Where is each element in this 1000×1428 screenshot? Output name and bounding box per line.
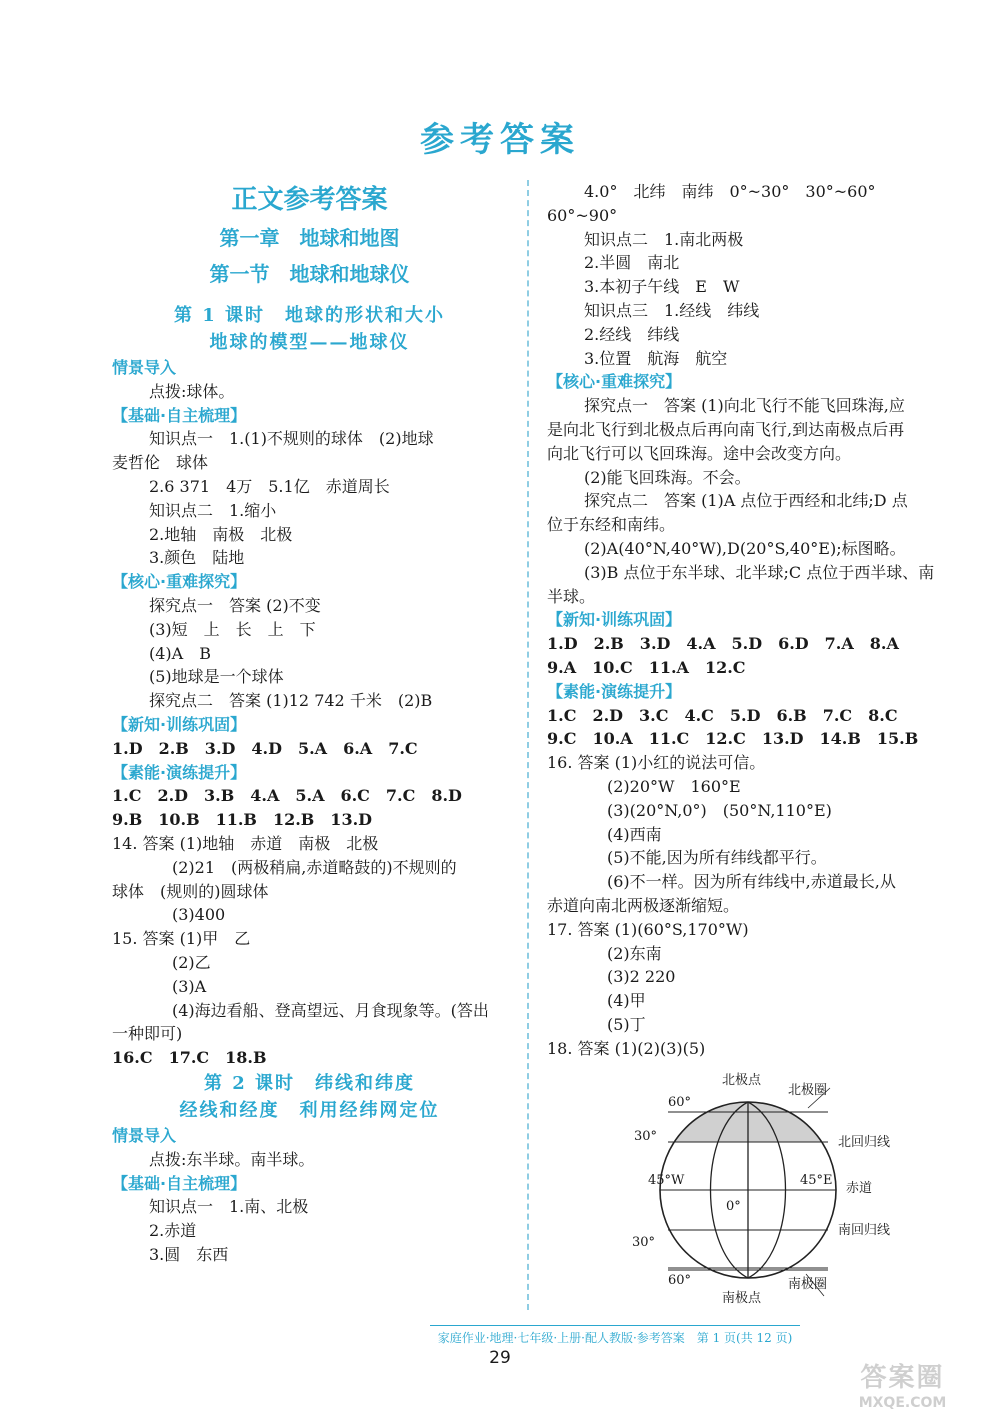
page-footer: 家庭作业·地理·七年级·上册·配人教版·参考答案 第 1 页(共 12 页)	[430, 1325, 800, 1346]
answer-line: 9.B 10.B 11.B 12.B 13.D	[112, 810, 373, 830]
answer-line: 1.C 2.D 3.C 4.C 5.D 6.B 7.C 8.C	[547, 705, 898, 725]
answer-line: 知识点二 1.缩小	[149, 500, 277, 520]
answer-line: 探究点一 答案 (2)不变	[149, 595, 321, 615]
watermark-url: MXQE.COM	[858, 1395, 947, 1411]
section-label: 【新知·训练巩固】	[547, 610, 682, 630]
answer-line: 4.0° 北纬 南纬 0°~30° 30°~60°	[584, 182, 876, 201]
latitude-60s-label: 60°	[668, 1273, 692, 1288]
answer-line: 9.A 10.C 11.A 12.C	[547, 657, 746, 677]
section-label: 【素能·演练提升】	[547, 681, 682, 701]
answer-line: 球体 (规则的)圆球体	[112, 881, 269, 901]
latitude-30s-label: 30°	[632, 1235, 656, 1250]
watermark-logo	[815, 1362, 990, 1422]
answer-line: 点拨:东半球。南半球。	[149, 1149, 315, 1169]
answer-line: 麦哲伦 球体	[112, 453, 209, 473]
answer-line: (4)A B	[149, 643, 211, 663]
section-heading: 第 1 课时 地球的形状和大小	[173, 305, 446, 326]
answer-line: 2.6 371 4万 5.1亿 赤道周长	[149, 476, 390, 496]
answer-line: 2.赤道	[149, 1221, 197, 1241]
answer-line: 14. 答案 (1)地轴 赤道 南极 北极	[112, 833, 379, 853]
answer-line: 3.本初子午线 E W	[584, 277, 740, 297]
answer-line: 1.D 2.B 3.D 4.D 5.A 6.A 7.C	[112, 738, 418, 758]
answer-line: 半球。	[547, 586, 596, 606]
section-heading: 经线和经度 利用经纬网定位	[179, 1099, 440, 1121]
answer-line: 赤道向南北两极逐渐缩短。	[547, 895, 740, 915]
answer-line: (3)400	[172, 905, 226, 925]
answer-line: (4)海边看船、登高望远、月食现象等。(答出	[172, 1000, 489, 1020]
answer-line: 18. 答案 (1)(2)(3)(5)	[547, 1038, 706, 1058]
answer-line: 2.经线 纬线	[584, 324, 680, 344]
answer-line: (4)甲	[607, 991, 646, 1011]
section-heading: 第一节 地球和地球仪	[209, 262, 410, 286]
section-label: 【基础·自主梳理】	[112, 1173, 247, 1193]
section-label: 【新知·训练巩固】	[112, 714, 247, 734]
answer-line: 点拨:球体。	[149, 381, 235, 401]
answer-line: 知识点二 1.南北两极	[584, 229, 744, 249]
answer-line: (3)B 点位于东半球、北半球;C 点位于西半球、南	[584, 562, 935, 582]
section-heading: 地球的模型——地球仪	[209, 332, 410, 353]
answer-line: (3)A	[172, 976, 207, 996]
answer-line: 17. 答案 (1)(60°S,170°W)	[547, 919, 749, 939]
north-pole-label: 北极点	[722, 1073, 762, 1088]
latitude-30n-label: 30°	[634, 1129, 658, 1144]
longitude-45w-label: 45°W	[648, 1173, 685, 1188]
answer-line: 9.C 10.A 11.C 12.C 13.D 14.B 15.B	[547, 729, 919, 749]
section-label: 【素能·演练提升】	[112, 762, 247, 782]
answer-line: 探究点二 答案 (1)12 742 千米 (2)B	[149, 691, 433, 711]
answer-line: 60°~90°	[547, 205, 618, 225]
latitude-60n-label: 60°	[668, 1095, 692, 1110]
section-label: 【核心·重难探究】	[547, 372, 682, 392]
answer-line: (2)A(40°N,40°W),D(20°S,40°E);标图略。	[584, 538, 906, 558]
answer-line: 探究点二 答案 (1)A 点位于西经和北纬;D 点	[584, 491, 908, 511]
answer-line: 1.C 2.D 3.B 4.A 5.A 6.C 7.C 8.D	[112, 786, 462, 806]
section-label: 【基础·自主梳理】	[112, 405, 247, 425]
answer-line: (3)2 220	[607, 967, 676, 987]
south-pole-label: 南极点	[722, 1291, 762, 1306]
answer-line: 3.圆 东西	[149, 1244, 229, 1264]
answer-line: 3.位置 航海 航空	[584, 348, 728, 368]
answer-line: 知识点一 1.(1)不规则的球体 (2)地球	[149, 429, 434, 449]
tropic-cancer-label: 北回归线	[838, 1135, 891, 1150]
answer-line: 知识点三 1.经线 纬线	[584, 300, 760, 320]
equator-label: 赤道	[846, 1181, 873, 1196]
right-column	[547, 180, 967, 1060]
page-title: 参考答案	[420, 120, 580, 160]
latitude-longitude-diagram	[628, 1068, 928, 1308]
section-heading: 正文参考答案	[231, 185, 388, 215]
answer-line: 16. 答案 (1)小红的说法可信。	[547, 753, 766, 773]
answer-line: 探究点一 答案 (1)向北飞行不能飞回珠海,应	[584, 396, 905, 416]
watermark-text: 答案圈	[860, 1363, 945, 1393]
answer-line: 向北飞行可以飞回珠海。途中会改变方向。	[547, 443, 852, 463]
answer-line: 知识点一 1.南、北极	[149, 1197, 309, 1217]
answer-line: 是向北飞行到北极点后再向南飞行,到达南极点后再	[547, 419, 905, 439]
answer-line: (2)21 (两极稍扁,赤道略鼓的)不规则的	[172, 857, 457, 877]
answer-line: 一种即可)	[112, 1024, 183, 1044]
tropic-capricorn-label: 南回归线	[838, 1223, 891, 1238]
column-divider	[527, 180, 529, 1310]
answer-line: 16.C 17.C 18.B	[112, 1048, 267, 1068]
answer-line: 1.D 2.B 3.D 4.A 5.D 6.D 7.A 8.A	[547, 634, 899, 654]
section-heading: 第 2 课时 纬线和纬度	[203, 1072, 416, 1094]
answer-line: (2)东南	[607, 943, 662, 963]
page-number: 29	[489, 1348, 511, 1368]
arctic-circle-label: 北极圈	[788, 1083, 828, 1098]
answer-line	[112, 294, 507, 302]
section-label: 【核心·重难探究】	[112, 572, 247, 592]
answer-line: (2)乙	[172, 952, 211, 972]
answer-line: (2)20°W 160°E	[607, 776, 741, 796]
antarctic-circle-label: 南极圈	[788, 1277, 828, 1292]
longitude-45e-label: 45°E	[800, 1173, 833, 1188]
answer-line: 15. 答案 (1)甲 乙	[112, 929, 251, 949]
left-column	[112, 180, 507, 1267]
answer-line: 2.半圆 南北	[584, 253, 680, 273]
answer-line: (5)不能,因为所有纬线都平行。	[607, 848, 827, 868]
answer-line: (2)能飞回珠海。不会。	[584, 467, 751, 487]
answer-line: (3)短 上 长 上 下	[149, 619, 316, 639]
section-label: 情景导入	[112, 1125, 177, 1145]
answer-line: (4)西南	[607, 824, 662, 844]
section-heading: 第一章 地球和地图	[219, 226, 400, 250]
answer-line: (3)(20°N,0°) (50°N,110°E)	[607, 800, 832, 820]
answer-line: (6)不一样。因为所有纬线中,赤道最长,从	[607, 872, 896, 892]
answer-line: 3.颜色 陆地	[149, 548, 245, 568]
longitude-0-label: 0°	[726, 1199, 741, 1214]
answer-line: 位于东经和南纬。	[547, 515, 676, 535]
answer-line: 2.地轴 南极 北极	[149, 524, 293, 544]
section-label: 情景导入	[112, 358, 177, 377]
answer-line: (5)丁	[607, 1014, 646, 1034]
answer-line: (5)地球是一个球体	[149, 667, 284, 687]
